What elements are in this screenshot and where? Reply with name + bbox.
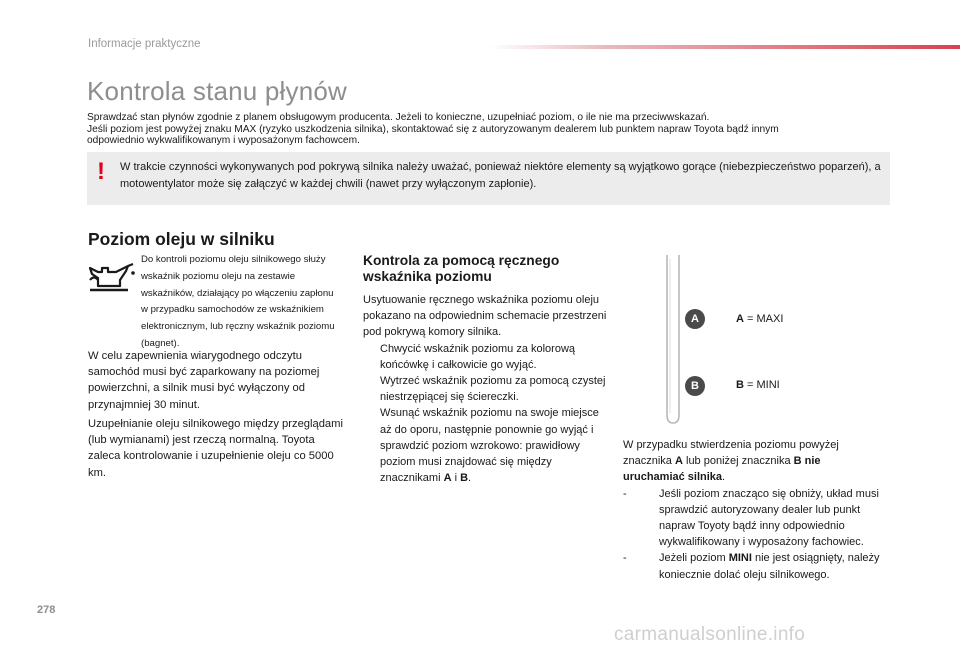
oil-level-heading: Poziom oleju w silniku [88, 229, 275, 249]
level-warning-body [623, 437, 885, 583]
dipstick-marker-a: A [685, 309, 705, 329]
dash-marker: - [623, 487, 627, 500]
list-item [363, 341, 613, 373]
bullet-marker [363, 405, 380, 486]
page-title: Kontrola stanu płynów [87, 76, 348, 106]
header-accent-bar [490, 45, 960, 49]
intro-line: Jeśli poziom jest powyżej znaku MAX (ryzyko uszkodzenia silnika), skontaktować się z autoryzowanym dealerem lub punktem napraw Toyota bądź innym [87, 123, 779, 135]
list-item [623, 486, 885, 551]
text-part: . [722, 471, 726, 484]
dash-marker: - [623, 552, 627, 565]
list-item [363, 373, 613, 405]
oil-can-icon [88, 258, 136, 294]
oil-paragraph-topup: Uzupełnianie oleju silnikowego między przeglądami (lub wymianami) jest rzeczą normalną. Toyota zaleca kontrolowanie i uzupełnienie oleju co 5000 km. [88, 418, 343, 479]
marker-b: B [460, 472, 469, 485]
text-part: nie jest osiągnięty, należy koniecznie dolać oleju silnikowego. [659, 552, 880, 581]
dipstick-illustration [660, 255, 686, 425]
warning-text: W trakcie czynności wykonywanych pod pokrywą silnika należy uważać, ponieważ niektóre elementy są wyjątkowo gorące (niebezpieczeństwo poparzeń), a motowentylator może się załączyć w każdej chwili (nawet przy wyłączonym zapłonie). [120, 161, 881, 190]
item-text: Jeśli poziom znacząco się obniży, układ musi sprawdzić autoryzowany dealer lub punkt napraw Toyoty bądź inny odpowiednio wykwalifikowany i wyposażony fachowiec. [659, 487, 879, 549]
manual-check-intro: Usytuowanie ręcznego wskaźnika poziomu oleju pokazano na odpowiednim schemacie przestrzeni pod pokrywą komory silnika. [363, 294, 607, 339]
intro-text [87, 112, 887, 147]
item-text [659, 550, 885, 582]
level-warning-intro [623, 437, 885, 486]
legend-mini [736, 379, 780, 391]
intro-line: Sprawdzać stan płynów zgodnie z planem obsługowym producenta. Jeżeli to konieczne, uzupełniać poziom, o ile nie ma przeciwwskazań. [87, 112, 710, 123]
list-item [623, 550, 885, 582]
step-text [380, 405, 613, 486]
warning-icon: ! [97, 158, 105, 185]
oil-gauge-note: Do kontroli poziomu oleju silnikowego służy wskaźnik poziomu oleju na zestawie wskaźników, działający po włączeniu zapłonu w przypadku samochodów ze wskaźnikiem elektronicznym, lub ręczny wskaźnik poziomu (bagnet). [141, 254, 335, 349]
manual-check-body [363, 292, 613, 486]
legend-maxi [736, 313, 783, 325]
step-text-part: . [468, 472, 472, 485]
step-text: Wytrzeć wskaźnik poziomu za pomocą czystej niestrzępiącej się ściereczki. [380, 375, 606, 404]
dipstick-marker-b: B [685, 376, 705, 396]
bullet-marker [363, 341, 380, 373]
mini-label: MINI [728, 552, 752, 565]
step-text-part: i [451, 472, 461, 485]
do-not-start-warning: B nie uruchamiać silnika [623, 455, 821, 484]
manual-check-heading: Kontrola za pomocą ręcznego wskaźnika poziomu [363, 253, 560, 284]
page-number: 278 [37, 604, 56, 616]
intro-line: odpowiednio wykwalifikowanym i wyposażonym fachowcem. [87, 135, 360, 147]
list-item [363, 405, 613, 486]
legend-value: = MAXI [743, 313, 784, 325]
step-text: Chwycić wskaźnik poziomu za kolorową końcówkę i całkowicie go wyjąć. [380, 342, 576, 371]
watermark: carmanualsonline.info [614, 624, 806, 645]
text-part: lub poniżej znacznika [682, 455, 794, 468]
legend-key: B [736, 379, 744, 391]
legend-value: = MINI [743, 379, 780, 391]
oil-paragraph-parking: W celu zapewnienia wiarygodnego odczytu samochód musi być zaparkowany na poziomej powierzchni, a silnik musi być wyłączony od przynajmniej 30 minut. [88, 350, 320, 411]
marker-a: A [674, 455, 683, 468]
step-text-part: Wsunąć wskaźnik poziomu na swoje miejsce aż do oporu, następnie ponownie go wyjąć i sprawdzić poziom wzrokowo: prawidłowy poziom musi znajdować się między znacznikami [380, 407, 599, 485]
marker-a: A [443, 472, 452, 485]
legend-key: A [736, 313, 744, 325]
text-part: W przypadku stwierdzenia poziomu powyżej znacznika [623, 439, 839, 468]
bullet-marker [363, 373, 380, 405]
section-label: Informacje praktyczne [88, 38, 201, 50]
text-part: Jeżeli poziom [659, 552, 729, 565]
